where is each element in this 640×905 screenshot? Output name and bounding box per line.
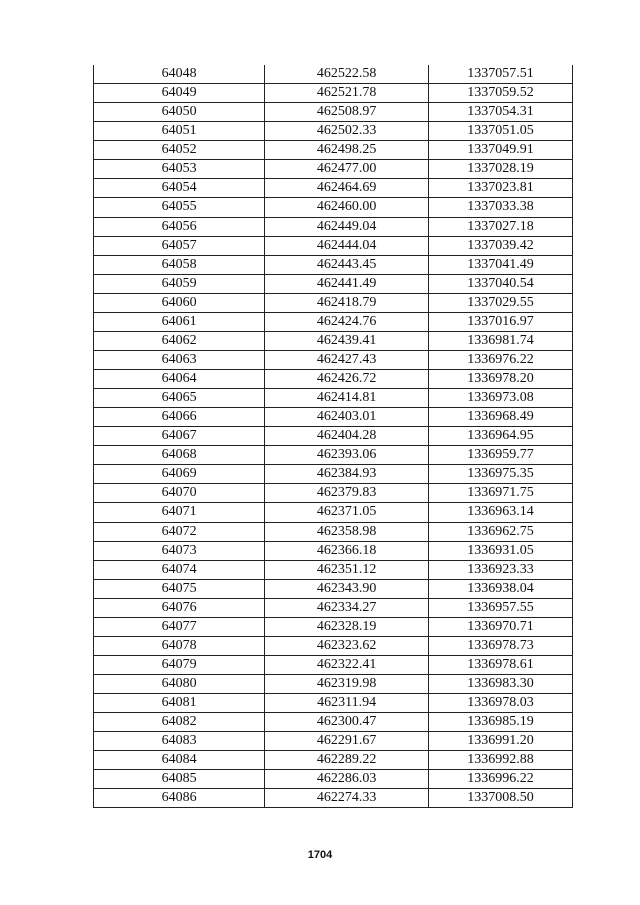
- point-id-cell: 64069: [94, 465, 265, 484]
- x-coordinate-cell: 462384.93: [265, 465, 429, 484]
- x-coordinate-cell: 462343.90: [265, 579, 429, 598]
- table-row: [94, 389, 573, 408]
- table-row: [94, 694, 573, 713]
- x-coordinate-cell: 462311.94: [265, 694, 429, 713]
- table-body: [94, 65, 573, 808]
- x-coordinate-cell: 462291.67: [265, 732, 429, 751]
- x-coordinate-cell: 462427.43: [265, 350, 429, 369]
- x-coordinate-cell: 462393.06: [265, 446, 429, 465]
- x-coordinate-cell: 462441.49: [265, 274, 429, 293]
- point-id-cell: 64052: [94, 141, 265, 160]
- point-id-cell: 64049: [94, 84, 265, 103]
- table-row: [94, 217, 573, 236]
- point-id-cell: 64072: [94, 522, 265, 541]
- table-row: [94, 484, 573, 503]
- table-row: [94, 598, 573, 617]
- x-coordinate-cell: 462414.81: [265, 389, 429, 408]
- y-coordinate-cell: 1337016.97: [428, 312, 572, 331]
- y-coordinate-cell: 1337057.51: [428, 65, 572, 84]
- table-row: [94, 122, 573, 141]
- point-id-cell: 64050: [94, 103, 265, 122]
- x-coordinate-cell: 462274.33: [265, 789, 429, 808]
- table-row: [94, 713, 573, 732]
- y-coordinate-cell: 1336976.22: [428, 350, 572, 369]
- x-coordinate-cell: 462404.28: [265, 427, 429, 446]
- y-coordinate-cell: 1337049.91: [428, 141, 572, 160]
- x-coordinate-cell: 462358.98: [265, 522, 429, 541]
- y-coordinate-cell: 1336973.08: [428, 389, 572, 408]
- point-id-cell: 64057: [94, 236, 265, 255]
- point-id-cell: 64066: [94, 408, 265, 427]
- y-coordinate-cell: 1336978.03: [428, 694, 572, 713]
- point-id-cell: 64068: [94, 446, 265, 465]
- x-coordinate-cell: 462477.00: [265, 160, 429, 179]
- x-coordinate-cell: 462322.41: [265, 655, 429, 674]
- point-id-cell: 64078: [94, 636, 265, 655]
- table-row: [94, 446, 573, 465]
- point-id-cell: 64070: [94, 484, 265, 503]
- x-coordinate-cell: 462502.33: [265, 122, 429, 141]
- x-coordinate-cell: 462351.12: [265, 560, 429, 579]
- x-coordinate-cell: 462289.22: [265, 751, 429, 770]
- x-coordinate-cell: 462418.79: [265, 293, 429, 312]
- y-coordinate-cell: 1336938.04: [428, 579, 572, 598]
- point-id-cell: 64067: [94, 427, 265, 446]
- table-row: [94, 160, 573, 179]
- y-coordinate-cell: 1336985.19: [428, 713, 572, 732]
- y-coordinate-cell: 1336968.49: [428, 408, 572, 427]
- y-coordinate-cell: 1337027.18: [428, 217, 572, 236]
- y-coordinate-cell: 1336923.33: [428, 560, 572, 579]
- y-coordinate-cell: 1336931.05: [428, 541, 572, 560]
- table-row: [94, 408, 573, 427]
- x-coordinate-cell: 462328.19: [265, 617, 429, 636]
- y-coordinate-cell: 1337051.05: [428, 122, 572, 141]
- point-id-cell: 64077: [94, 617, 265, 636]
- table-row: [94, 141, 573, 160]
- y-coordinate-cell: 1337040.54: [428, 274, 572, 293]
- table-row: [94, 770, 573, 789]
- x-coordinate-cell: 462522.58: [265, 65, 429, 84]
- table-row: [94, 274, 573, 293]
- coordinates-table: [93, 65, 573, 808]
- x-coordinate-cell: 462371.05: [265, 503, 429, 522]
- point-id-cell: 64086: [94, 789, 265, 808]
- point-id-cell: 64054: [94, 179, 265, 198]
- table-row: [94, 198, 573, 217]
- point-id-cell: 64076: [94, 598, 265, 617]
- point-id-cell: 64082: [94, 713, 265, 732]
- y-coordinate-cell: 1337041.49: [428, 255, 572, 274]
- point-id-cell: 64073: [94, 541, 265, 560]
- y-coordinate-cell: 1337023.81: [428, 179, 572, 198]
- x-coordinate-cell: 462464.69: [265, 179, 429, 198]
- table-row: [94, 675, 573, 694]
- point-id-cell: 64079: [94, 655, 265, 674]
- point-id-cell: 64075: [94, 579, 265, 598]
- y-coordinate-cell: 1336975.35: [428, 465, 572, 484]
- point-id-cell: 64061: [94, 312, 265, 331]
- table-row: [94, 255, 573, 274]
- x-coordinate-cell: 462300.47: [265, 713, 429, 732]
- x-coordinate-cell: 462366.18: [265, 541, 429, 560]
- table-row: [94, 331, 573, 350]
- table-row: [94, 293, 573, 312]
- table-row: [94, 560, 573, 579]
- point-id-cell: 64064: [94, 370, 265, 389]
- y-coordinate-cell: 1336992.88: [428, 751, 572, 770]
- page-number: 1704: [307, 849, 333, 861]
- table-row: [94, 84, 573, 103]
- x-coordinate-cell: 462508.97: [265, 103, 429, 122]
- point-id-cell: 64053: [94, 160, 265, 179]
- point-id-cell: 64085: [94, 770, 265, 789]
- table-row: [94, 350, 573, 369]
- table-row: [94, 541, 573, 560]
- table-row: [94, 179, 573, 198]
- table-row: [94, 522, 573, 541]
- x-coordinate-cell: 462379.83: [265, 484, 429, 503]
- x-coordinate-cell: 462449.04: [265, 217, 429, 236]
- y-coordinate-cell: 1337054.31: [428, 103, 572, 122]
- point-id-cell: 64062: [94, 331, 265, 350]
- y-coordinate-cell: 1336970.71: [428, 617, 572, 636]
- point-id-cell: 64063: [94, 350, 265, 369]
- y-coordinate-cell: 1336957.55: [428, 598, 572, 617]
- point-id-cell: 64059: [94, 274, 265, 293]
- x-coordinate-cell: 462403.01: [265, 408, 429, 427]
- table-row: [94, 103, 573, 122]
- table-row: [94, 579, 573, 598]
- y-coordinate-cell: 1336983.30: [428, 675, 572, 694]
- table-row: [94, 465, 573, 484]
- point-id-cell: 64083: [94, 732, 265, 751]
- y-coordinate-cell: 1337059.52: [428, 84, 572, 103]
- table-row: [94, 503, 573, 522]
- y-coordinate-cell: 1337029.55: [428, 293, 572, 312]
- x-coordinate-cell: 462521.78: [265, 84, 429, 103]
- table-row: [94, 427, 573, 446]
- table-row: [94, 789, 573, 808]
- x-coordinate-cell: 462443.45: [265, 255, 429, 274]
- y-coordinate-cell: 1336963.14: [428, 503, 572, 522]
- x-coordinate-cell: 462334.27: [265, 598, 429, 617]
- x-coordinate-cell: 462460.00: [265, 198, 429, 217]
- point-id-cell: 64081: [94, 694, 265, 713]
- x-coordinate-cell: 462286.03: [265, 770, 429, 789]
- x-coordinate-cell: 462319.98: [265, 675, 429, 694]
- table-row: [94, 370, 573, 389]
- point-id-cell: 64074: [94, 560, 265, 579]
- point-id-cell: 64065: [94, 389, 265, 408]
- point-id-cell: 64084: [94, 751, 265, 770]
- point-id-cell: 64071: [94, 503, 265, 522]
- x-coordinate-cell: 462444.04: [265, 236, 429, 255]
- y-coordinate-cell: 1337033.38: [428, 198, 572, 217]
- y-coordinate-cell: 1337028.19: [428, 160, 572, 179]
- x-coordinate-cell: 462426.72: [265, 370, 429, 389]
- y-coordinate-cell: 1336964.95: [428, 427, 572, 446]
- y-coordinate-cell: 1337039.42: [428, 236, 572, 255]
- point-id-cell: 64080: [94, 675, 265, 694]
- y-coordinate-cell: 1336962.75: [428, 522, 572, 541]
- y-coordinate-cell: 1336959.77: [428, 446, 572, 465]
- point-id-cell: 64048: [94, 65, 265, 84]
- table-row: [94, 751, 573, 770]
- table-row: [94, 732, 573, 751]
- y-coordinate-cell: 1336981.74: [428, 331, 572, 350]
- x-coordinate-cell: 462424.76: [265, 312, 429, 331]
- x-coordinate-cell: 462323.62: [265, 636, 429, 655]
- point-id-cell: 64060: [94, 293, 265, 312]
- y-coordinate-cell: 1336978.73: [428, 636, 572, 655]
- y-coordinate-cell: 1336991.20: [428, 732, 572, 751]
- table-row: [94, 636, 573, 655]
- y-coordinate-cell: 1336978.20: [428, 370, 572, 389]
- y-coordinate-cell: 1336978.61: [428, 655, 572, 674]
- table-row: [94, 236, 573, 255]
- y-coordinate-cell: 1336996.22: [428, 770, 572, 789]
- y-coordinate-cell: 1336971.75: [428, 484, 572, 503]
- y-coordinate-cell: 1337008.50: [428, 789, 572, 808]
- x-coordinate-cell: 462439.41: [265, 331, 429, 350]
- table-row: [94, 655, 573, 674]
- table-row: [94, 312, 573, 331]
- point-id-cell: 64058: [94, 255, 265, 274]
- table-row: [94, 617, 573, 636]
- x-coordinate-cell: 462498.25: [265, 141, 429, 160]
- table-row: [94, 65, 573, 84]
- point-id-cell: 64051: [94, 122, 265, 141]
- point-id-cell: 64055: [94, 198, 265, 217]
- point-id-cell: 64056: [94, 217, 265, 236]
